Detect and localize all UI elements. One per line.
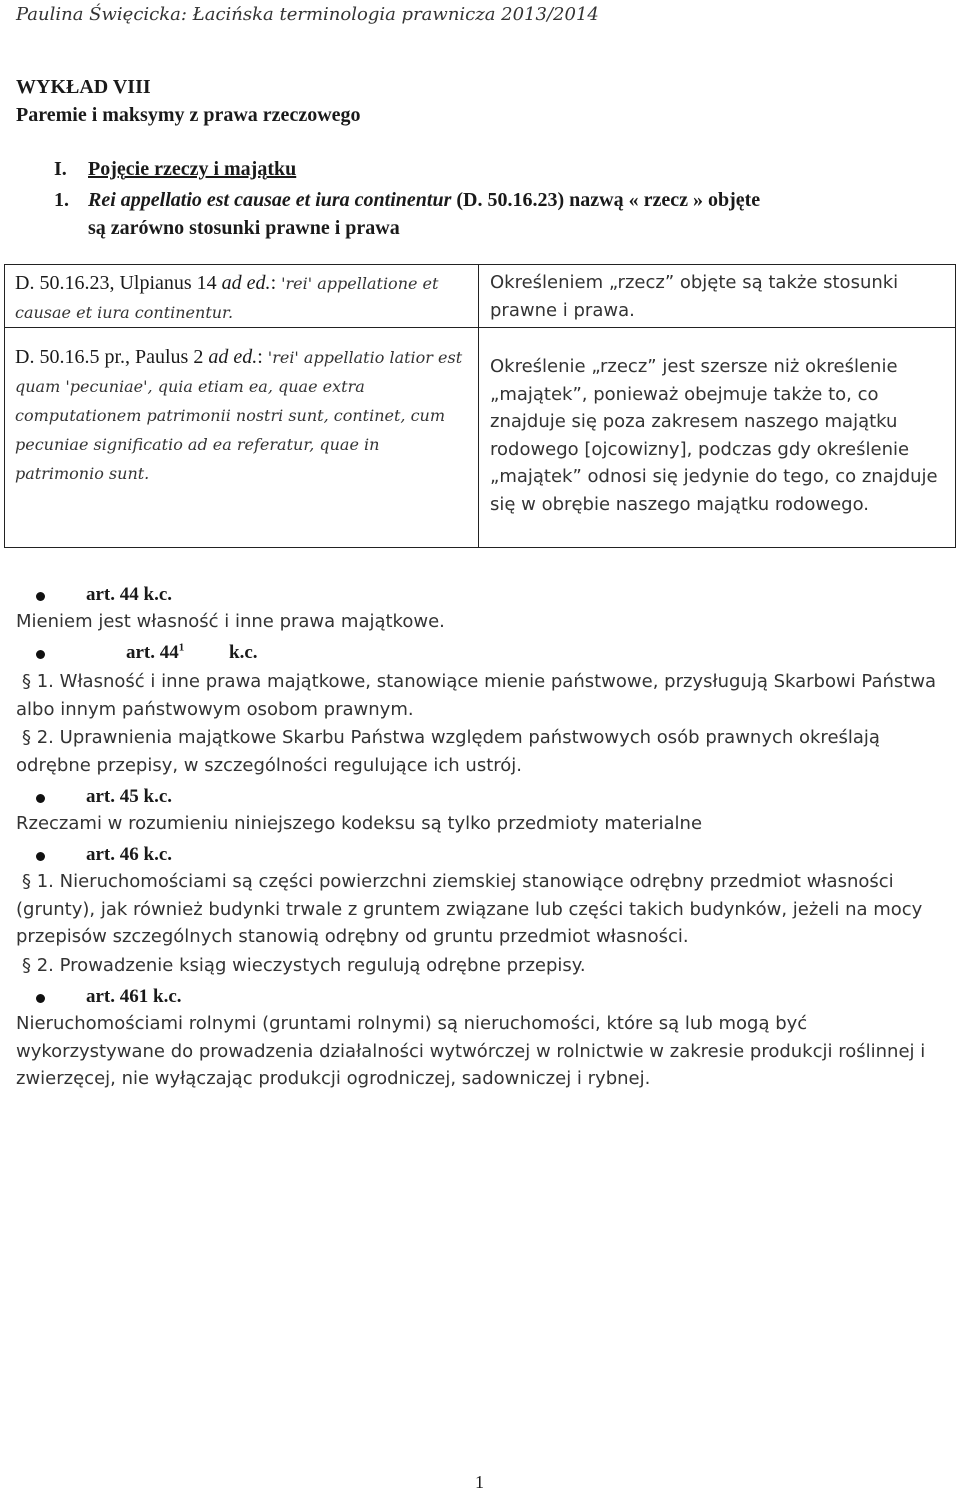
citation: D. 50.16.23, Ulpianus 14 (15, 272, 222, 294)
article-text-45: Rzeczami w rozumieniu niniejszego kodeksu są tylko przedmioty materialne (16, 813, 703, 834)
article-heading-45 (46, 786, 172, 808)
article-44-1-paragraph-2 (16, 724, 946, 779)
item-ref: (D. 50.16.23) (451, 189, 570, 211)
citation-colon: : (270, 272, 282, 294)
latin-text: 'rei' appellatio latior est quam 'pecuniae', quia etiam ea, quae extra computationem patrimonii nostri sunt, continet, cum pecuniae significatio ad ea referatur, quae in patrimonio sunt. (15, 348, 463, 483)
article-heading-44-1 (46, 642, 258, 664)
table-column-divider (478, 265, 479, 547)
table-row-divider (5, 327, 955, 328)
article-label: art. 461 k.c. (86, 986, 182, 1007)
item-translation-cont: są zarówno stosunki prawne i prawa (88, 217, 400, 239)
latin-text: 'rei' appellatione et causae et iura continentur. (15, 274, 439, 322)
article-text-44: Mieniem jest własność i inne prawa majątkowe. (16, 611, 445, 632)
article-text-461: Nieruchomościami rolnymi (gruntami rolnymi) są nieruchomości, które są lub mogą być wykorzystywane do prowadzenia działalności wytwórczej w rolnictwie w zakresie produkcji roślinnej i zwierzęcej, nie wyłączając produkcji ogrodniczej, sadowniczej i rybnej. (16, 1013, 926, 1089)
article-label: art. 46 k.c. (86, 844, 173, 865)
article-label (46, 642, 258, 663)
list-item-1 (54, 186, 944, 242)
label-main: art. 44 (126, 642, 179, 664)
article-44-1-paragraph-1 (16, 668, 946, 723)
table-cell-latin-2 (15, 343, 470, 488)
paragraph-number: 2. (36, 727, 54, 748)
paragraph-number: 1. (36, 671, 54, 692)
article-label: art. 44 k.c. (86, 584, 173, 605)
running-header: Paulina Święcicka: Łacińska terminologia prawnicza 2013/2014 (16, 4, 599, 25)
article-46-paragraph-2 (16, 952, 946, 980)
citation: D. 50.16.5 pr., Paulus 2 (15, 346, 209, 368)
page-number: 1 (475, 1472, 484, 1492)
lecture-subtitle: Paremie i maksymy z prawa rzeczowego (16, 104, 361, 126)
paragraph-text: Prowadzenie ksiąg wieczystych regulują odrębne przepisy. (53, 955, 586, 976)
citation-colon: : (257, 346, 268, 368)
item-translation: nazwą « rzecz » objęte (569, 189, 761, 211)
section-number: I. (54, 158, 67, 180)
table-cell-latin-1 (15, 269, 465, 327)
item-number: 1. (54, 189, 69, 211)
paragraph-text: Uprawnienia majątkowe Skarbu Państwa względem państwowych osób prawnych określają odrębne przepisy, w szczególności regulujące ich ustrój. (16, 727, 880, 776)
table-cell-polish-2: Określenie „rzecz” jest szersze niż określenie „majątek”, ponieważ obejmuje także to, co znajduje się poza zakresem naszego majątku rodowego [ojcowizny], podczas gdy określenie „majątek” odnosi się jedynie do tego, co znajduje się w obrębie naszego majątku rodowego. (490, 356, 938, 515)
paragraph-sign: § (22, 871, 31, 892)
article-heading-44 (46, 584, 172, 606)
table-cell-polish-1: Określeniem „rzecz” objęte są także stosunki prawne i prawa. (490, 272, 899, 321)
citation-italic: ad ed. (221, 272, 271, 294)
comparison-table (4, 264, 956, 548)
paragraph-sign: § (22, 671, 31, 692)
article-46-paragraph-1 (16, 868, 946, 951)
article-heading-461 (46, 986, 182, 1008)
paragraph-text: Nieruchomościami są części powierzchni ziemskiej stanowiące odrębny przedmiot własności (grunty), jak również budynki trwale z gruntem związane lub części takich budynków, jeżeli na mocy przepisów szczególnych stanowią odrębny od gruntu przedmiot własności. (16, 871, 923, 947)
section-heading (54, 158, 296, 181)
paragraph-number: 1. (36, 871, 54, 892)
article-heading-46 (46, 844, 172, 866)
label-superscript: 1 (178, 642, 185, 654)
label-suffix: k.c. (224, 642, 258, 664)
section-label: Pojęcie rzeczy i majątku (88, 158, 297, 180)
lecture-title: WYKŁAD VIII (16, 76, 151, 98)
item-latin: Rei appellatio est causae et iura continentur (88, 189, 452, 211)
paragraph-text: Własność i inne prawa majątkowe, stanowiące mienie państwowe, przysługują Skarbowi Państwa albo innym państwowym osobom prawnym. (16, 671, 937, 720)
article-label: art. 45 k.c. (86, 786, 173, 807)
paragraph-sign: § (22, 955, 31, 976)
paragraph-number: 2. (36, 955, 54, 976)
item-text (54, 186, 944, 242)
paragraph-sign: § (22, 727, 31, 748)
citation-italic: ad ed. (208, 346, 258, 368)
